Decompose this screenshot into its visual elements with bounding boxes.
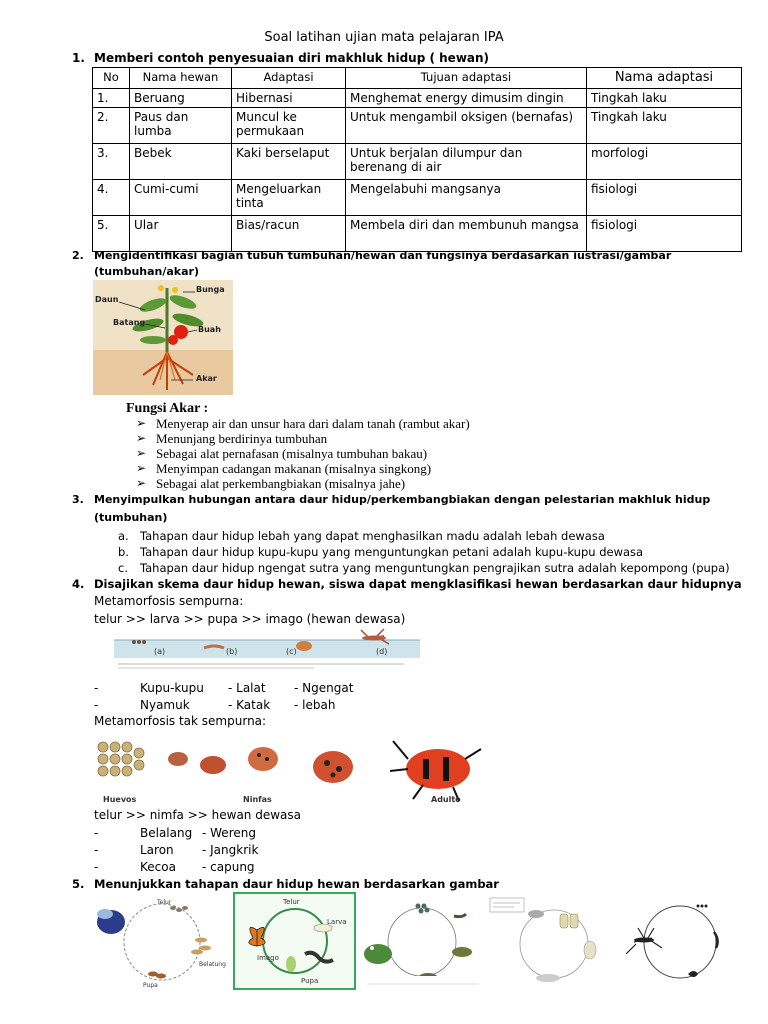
dash: - bbox=[94, 860, 99, 874]
cell-purpose: Untuk mengambil oksigen (bernafas) bbox=[346, 108, 587, 144]
label-akar: Akar bbox=[196, 374, 217, 383]
label-telur: Telur bbox=[283, 898, 300, 906]
tak-sempurna-sequence: telur >> nimfa >> hewan dewasa bbox=[94, 808, 301, 822]
sempurna-sequence: telur >> larva >> pupa >> imago (hewan dewasa) bbox=[94, 612, 406, 626]
table-row bbox=[93, 108, 742, 144]
cell-type: Tingkah laku bbox=[587, 89, 742, 108]
animal-name: - capung bbox=[202, 860, 255, 874]
question-number: 3. bbox=[72, 493, 84, 506]
cell-no: 1. bbox=[93, 89, 130, 108]
stage-label-b: (b) bbox=[226, 647, 238, 656]
question-text: Disajikan skema daur hidup hewan, siswa dapat mengklasifikasi hewan berdasarkan daur hidupnya bbox=[94, 577, 742, 591]
table-row bbox=[93, 144, 742, 180]
mosquito-cycle-illustration bbox=[614, 892, 742, 990]
label-pupa: Pupa bbox=[143, 982, 158, 989]
animal-name: Kupu-kupu bbox=[140, 681, 204, 695]
question-3 bbox=[72, 493, 722, 506]
animal-row bbox=[94, 843, 394, 860]
cell-type: morfologi bbox=[587, 144, 742, 180]
cell-no: 2. bbox=[93, 108, 130, 144]
bug-lifecycle-figure bbox=[93, 729, 487, 806]
arrow-icon: ➢ bbox=[136, 461, 147, 475]
fungsi-akar-title: Fungsi Akar : bbox=[126, 401, 209, 416]
label-larva: Larva bbox=[327, 918, 347, 926]
item-marker: a. bbox=[118, 529, 129, 543]
label-telur: Telur bbox=[157, 899, 172, 906]
list-item bbox=[118, 560, 758, 576]
list-item bbox=[118, 544, 758, 560]
dash: - bbox=[94, 681, 99, 695]
list-item bbox=[136, 416, 470, 431]
tak-sempurna-animals bbox=[94, 826, 394, 877]
question-5 bbox=[72, 877, 499, 891]
label-batang: Batang bbox=[113, 318, 146, 327]
list-item bbox=[136, 431, 470, 446]
question-number: 1. bbox=[72, 51, 85, 65]
stage-label-c: (c) bbox=[286, 647, 297, 656]
cell-animal: Paus dan lumba bbox=[130, 108, 232, 144]
list-item-text: Menunjang berdirinya tumbuhan bbox=[156, 431, 328, 446]
header-nama-adaptasi: Nama adaptasi bbox=[587, 68, 742, 89]
animal-name: - Jangkrik bbox=[202, 843, 259, 857]
animal-row bbox=[94, 698, 494, 715]
mosquito-lifecycle-figure bbox=[114, 628, 420, 672]
table-header-row bbox=[93, 68, 742, 89]
list-item-text: Menyimpan cadangan makanan (misalnya singkong) bbox=[156, 461, 432, 476]
list-item bbox=[136, 446, 470, 461]
question-2-line2: (tumbuhan/akar) bbox=[94, 265, 199, 278]
butterfly-illustration bbox=[235, 894, 354, 988]
frog-lifecycle-figure bbox=[358, 892, 486, 990]
label-pupa: Pupa bbox=[301, 977, 319, 985]
q3-items bbox=[118, 528, 758, 576]
question-number: 4. bbox=[72, 577, 85, 591]
animal-name: - Lalat bbox=[228, 681, 266, 695]
item-text: Tahapan daur hidup kupu-kupu yang menguntungkan petani adalah kupu-kupu dewasa bbox=[140, 545, 644, 559]
question-4 bbox=[72, 577, 742, 591]
sempurna-label: Metamorfosis sempurna: bbox=[94, 594, 244, 608]
cell-type: fisiologi bbox=[587, 216, 742, 252]
cell-no: 4. bbox=[93, 180, 130, 216]
arrow-icon: ➢ bbox=[136, 416, 147, 430]
fly-illustration bbox=[93, 892, 231, 990]
cell-animal: Cumi-cumi bbox=[130, 180, 232, 216]
cell-adaptation: Bias/racun bbox=[232, 216, 346, 252]
animal-name: Nyamuk bbox=[140, 698, 190, 712]
animal-name: Laron bbox=[140, 843, 174, 857]
label-huevos: Huevos bbox=[103, 795, 137, 804]
question-text: Menyimpulkan hubungan antara daur hidup/perkembangbiakan dengan pelestarian makhluk hidup bbox=[94, 493, 711, 506]
cell-no: 5. bbox=[93, 216, 130, 252]
silkworm-lifecycle-figure bbox=[488, 892, 612, 990]
sempurna-animals bbox=[94, 681, 494, 715]
cell-type: fisiologi bbox=[587, 180, 742, 216]
silkworm-illustration bbox=[488, 892, 612, 990]
question-text: Memberi contoh penyesuaian diri makhluk hidup ( hewan) bbox=[94, 51, 490, 65]
animal-row bbox=[94, 826, 394, 843]
cell-purpose: Membela diri dan membunuh mangsa bbox=[346, 216, 587, 252]
cell-animal: Beruang bbox=[130, 89, 232, 108]
item-text: Tahapan daur hidup lebah yang dapat menghasilkan madu adalah lebah dewasa bbox=[140, 529, 605, 543]
cell-purpose: Menghemat energy dimusim dingin bbox=[346, 89, 587, 108]
cell-type: Tingkah laku bbox=[587, 108, 742, 144]
item-marker: c. bbox=[118, 561, 128, 575]
list-item-text: Sebagai alat perkembangbiakan (misalnya jahe) bbox=[156, 476, 406, 491]
arrow-icon: ➢ bbox=[136, 476, 147, 490]
frog-illustration bbox=[358, 892, 486, 990]
stage-label-d: (d) bbox=[376, 647, 388, 656]
label-daun: Daun bbox=[95, 295, 119, 304]
question-3-line2: (tumbuhan) bbox=[94, 511, 168, 524]
label-bunga: Bunga bbox=[196, 285, 225, 294]
arrow-icon: ➢ bbox=[136, 446, 147, 460]
stage-label-a: (a) bbox=[154, 647, 166, 656]
adaptation-table bbox=[92, 67, 742, 252]
list-item-text: Sebagai alat pernafasan (misalnya tumbuhan bakau) bbox=[156, 446, 428, 461]
header-no: No bbox=[93, 68, 130, 89]
animal-name: - Ngengat bbox=[294, 681, 354, 695]
cell-animal: Bebek bbox=[130, 144, 232, 180]
animal-row bbox=[94, 681, 494, 698]
question-2 bbox=[72, 249, 672, 262]
page-title: Soal latihan ujian mata pelajaran IPA bbox=[264, 30, 504, 45]
header-tujuan-adaptasi: Tujuan adaptasi bbox=[346, 68, 587, 89]
arrow-icon: ➢ bbox=[136, 431, 147, 445]
cell-adaptation: Mengeluarkan tinta bbox=[232, 180, 346, 216]
header-adaptasi: Adaptasi bbox=[232, 68, 346, 89]
list-item bbox=[136, 476, 470, 491]
fungsi-akar-list bbox=[136, 416, 470, 491]
item-text: Tahapan daur hidup ngengat sutra yang menguntungkan pengrajikan sutra adalah kepompong (pupa) bbox=[140, 561, 730, 575]
cell-no: 3. bbox=[93, 144, 130, 180]
label-adulto: Adulto bbox=[431, 795, 461, 804]
fly-lifecycle-figure bbox=[93, 892, 231, 990]
animal-name: Belalang bbox=[140, 826, 193, 840]
question-number: 5. bbox=[72, 877, 85, 891]
plant-figure bbox=[93, 280, 233, 395]
header-nama-hewan: Nama hewan bbox=[130, 68, 232, 89]
label-buah: Buah bbox=[198, 325, 221, 334]
dash: - bbox=[94, 698, 99, 712]
animal-row bbox=[94, 860, 394, 877]
cell-adaptation: Hibernasi bbox=[232, 89, 346, 108]
animal-name: - lebah bbox=[294, 698, 336, 712]
table-row bbox=[93, 180, 742, 216]
question-text: Menunjukkan tahapan daur hidup hewan berdasarkan gambar bbox=[94, 877, 499, 891]
cell-animal: Ular bbox=[130, 216, 232, 252]
question-text: Mengidentifikasi bagian tubuh tumbuhan/hewan dan fungsinya berdasarkan iustrasi/gambar bbox=[94, 249, 672, 262]
cell-adaptation: Muncul ke permukaan bbox=[232, 108, 346, 144]
mosquito-cycle-figure bbox=[614, 892, 742, 990]
list-item bbox=[118, 528, 758, 544]
dash: - bbox=[94, 843, 99, 857]
tak-sempurna-label: Metamorfosis tak sempurna: bbox=[94, 714, 267, 728]
question-1 bbox=[72, 51, 489, 65]
animal-name: - Wereng bbox=[202, 826, 256, 840]
table-row bbox=[93, 89, 742, 108]
cell-purpose: Mengelabuhi mangsanya bbox=[346, 180, 587, 216]
table-row bbox=[93, 216, 742, 252]
item-marker: b. bbox=[118, 545, 129, 559]
bug-illustration bbox=[93, 729, 487, 806]
list-item bbox=[136, 461, 470, 476]
mosquito-illustration bbox=[114, 628, 420, 672]
label-belatung: Belatung bbox=[199, 961, 226, 968]
butterfly-lifecycle-figure bbox=[233, 892, 356, 990]
animal-name: Kecoa bbox=[140, 860, 176, 874]
cell-purpose: Untuk berjalan dilumpur dan berenang di air bbox=[346, 144, 587, 180]
label-imago: Imago bbox=[257, 954, 279, 962]
dash: - bbox=[94, 826, 99, 840]
cell-adaptation: Kaki berselaput bbox=[232, 144, 346, 180]
label-ninfas: Ninfas bbox=[243, 795, 272, 804]
question-number: 2. bbox=[72, 249, 84, 262]
list-item-text: Menyerap air dan unsur hara dari dalam tanah (rambut akar) bbox=[156, 416, 470, 431]
animal-name: - Katak bbox=[228, 698, 271, 712]
